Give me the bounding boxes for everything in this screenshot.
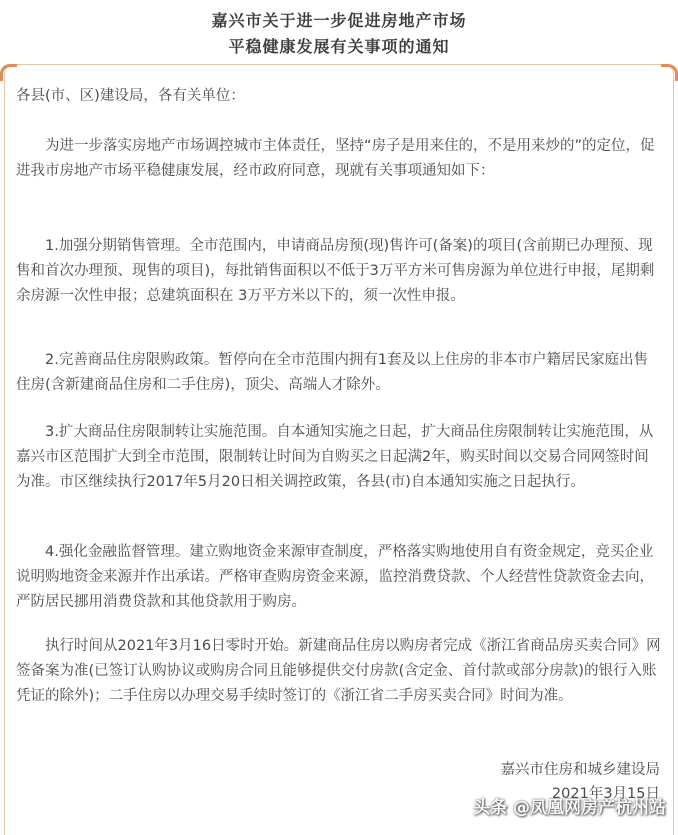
paragraph-item-3: 3.扩大商品住房限制转让实施范围。自本通知实施之日起，扩大商品住房限制转让实施范围，从嘉兴市区范围扩大到全市范围，限制转让时间为自购买之日起满2年，购买时间以交易合同网签时间为准。市区继续执行2017年5月20日相关调控政策，各县(市)自本通知实施之日起执行。 — [16, 424, 654, 490]
salutation: 各县(市、区)建设局，各有关单位： — [16, 88, 245, 104]
paragraph-effective-time: 执行时间从2021年3月16日零时开始。新建商品住房以购房者完成《浙江省商品房买卖合同》网签备案为准(已签订认购协议或购房合同且能够提供交付房款(含定金、首付款或部分房款)的银行入账凭证的除外)；二手住房以办理交易手续时签订的《浙江省二手房买卖合同》时间为准。 — [16, 638, 661, 704]
page-title-line-1: 嘉兴市关于进一步促进房地产市场 — [211, 11, 467, 30]
signature-date: 2021年3月15日 — [551, 786, 660, 802]
paragraph-item-1: 1.加强分期销售管理。全市范围内，申请商品房预(现)售许可(备案)的项目(含前期已办理预、现售和首次办理预、现售的项目)，每批销售面积以不低于3万平方米可售房源为单位进行申报，尾期剩余房源一次性申报；总建筑面积在 3万平方米以下的，须一次性申报。 — [16, 238, 655, 304]
signature-org: 嘉兴市住房和城乡建设局 — [500, 762, 660, 778]
paragraph-item-4: 4.强化金融监督管理。建立购地资金来源审查制度，严格落实购地使用自有资金规定，竞买企业说明购地资金来源并作出承诺。严格审查购房资金来源，监控消费贷款、个人经营性贷款资金去向，严防居民挪用消费贷款和其他贷款用于购房。 — [16, 544, 654, 610]
paragraph-intro: 为进一步落实房地产市场调控城市主体责任，坚持“房子是用来住的，不是用来炒的”的定位，促进我市房地产市场平稳健康发展，经市政府同意，现就有关事项通知如下： — [16, 138, 655, 179]
paragraph-item-2: 2.完善商品住房限购政策。暂停向在全市范围内拥有1套及以上住房的非本市户籍居民家庭出售住房(含新建商品住房和二手住房)，顶尖、高端人才除外。 — [16, 352, 649, 393]
page-title-line-2: 平稳健康发展有关事项的通知 — [228, 37, 450, 56]
frame-corner-top-right — [661, 64, 678, 81]
watermark: 头条 @凤凰网房产杭州站 — [473, 798, 666, 818]
frame-corner-top-left — [0, 64, 17, 81]
